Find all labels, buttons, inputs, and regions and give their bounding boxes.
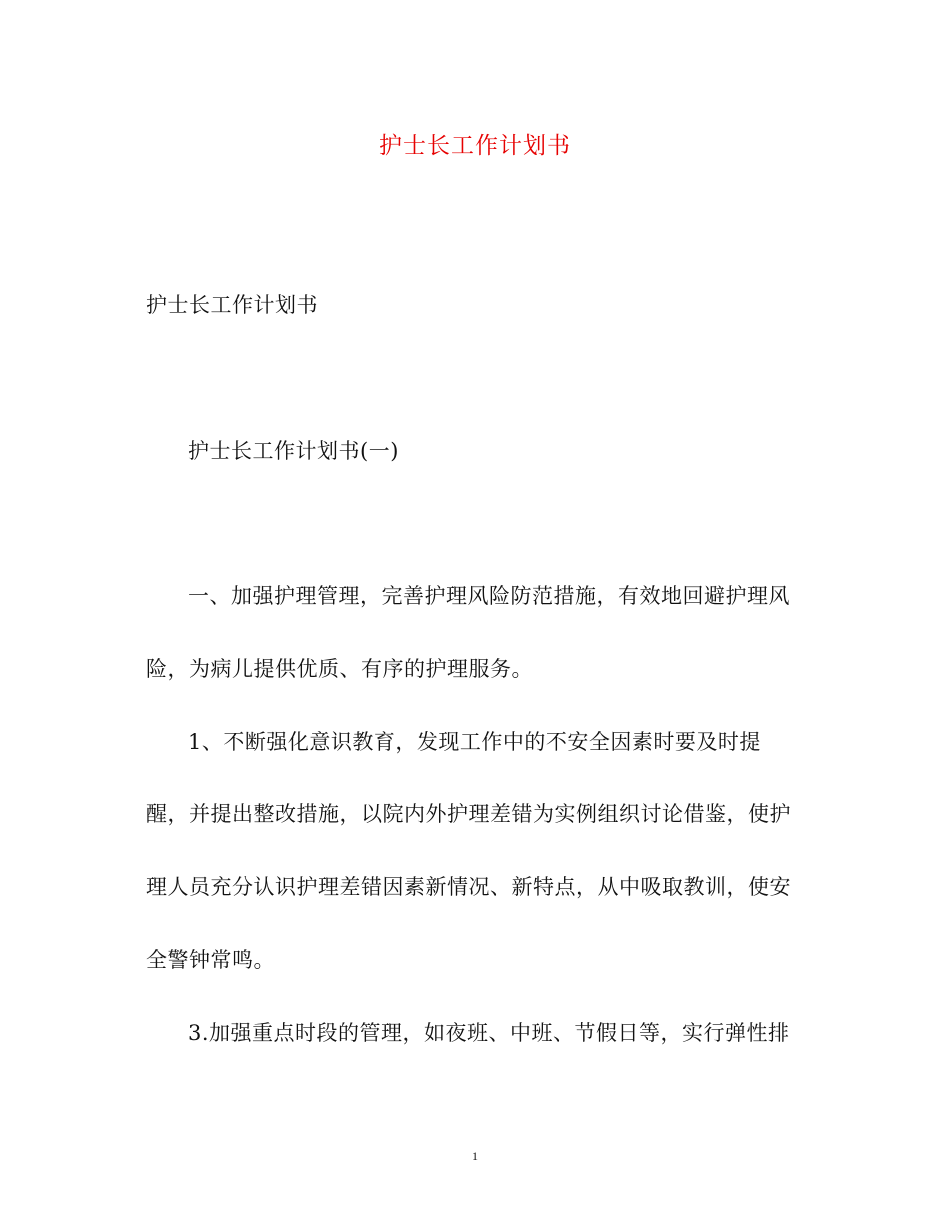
document-title: 护士长工作计划书	[379, 133, 571, 159]
paragraph-line: 险，为病儿提供优质、有序的护理服务。	[146, 657, 533, 681]
paragraph-line: 理人员充分认识护理差错因素新情况、新特点，从中吸取教训，使安	[146, 875, 791, 899]
paragraph-line: 一、加强护理管理，完善护理风险防范措施，有效地回避护理风	[188, 584, 790, 608]
document-heading: 护士长工作计划书	[146, 293, 318, 317]
paragraph-line: 全警钟常鸣。	[146, 948, 275, 972]
paragraph-line: 醒，并提出整改措施，以院内外护理差错为实例组织讨论借鉴，使护	[146, 802, 791, 826]
page-number: 1	[472, 1149, 478, 1163]
paragraph-line: 1、不断强化意识教育，发现工作中的不安全因素时要及时提	[188, 730, 761, 754]
section-heading: 护士长工作计划书(一)	[188, 439, 399, 463]
paragraph-line: 3.加强重点时段的管理，如夜班、中班、节假日等，实行弹性排	[188, 1021, 790, 1045]
